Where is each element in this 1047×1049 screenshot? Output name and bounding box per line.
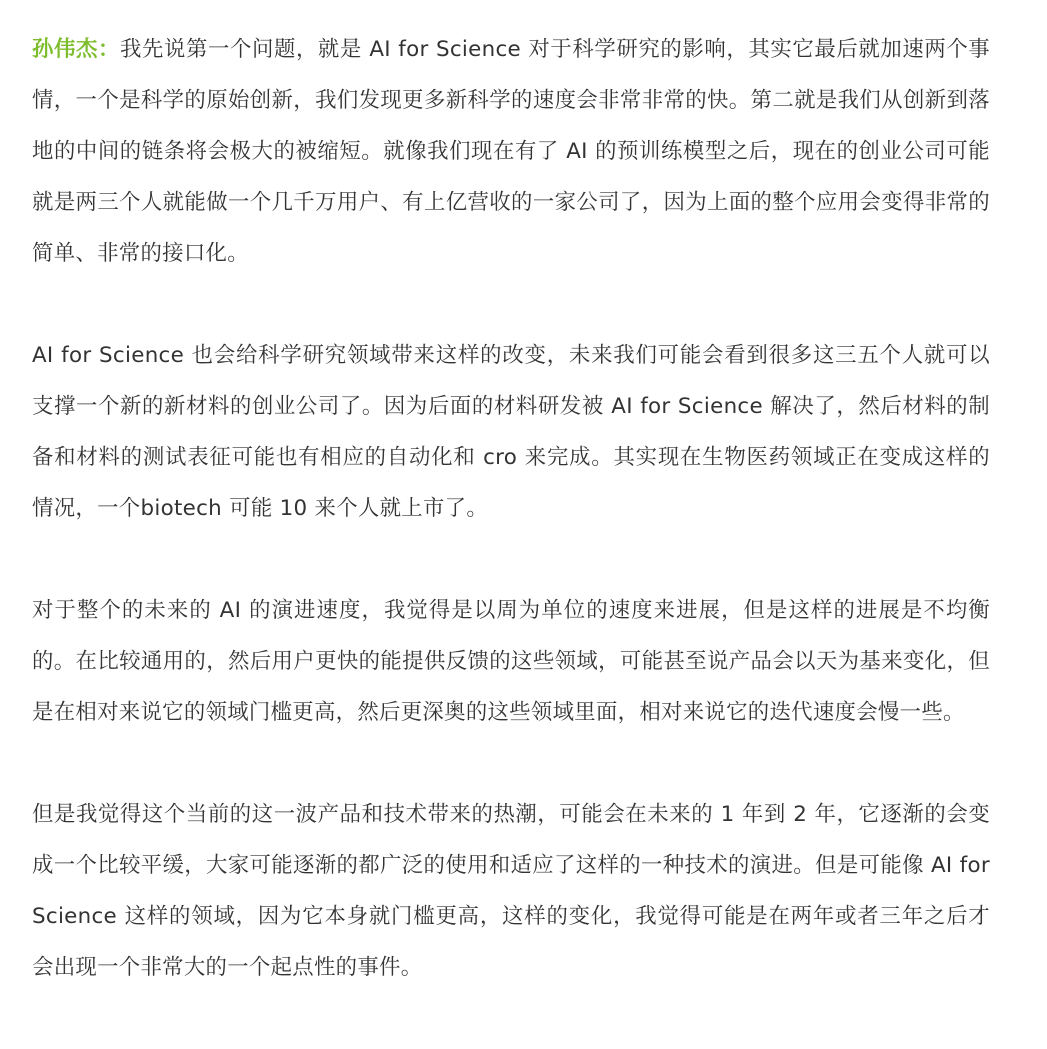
paragraph-1 [32, 24, 990, 279]
article-body [32, 24, 990, 993]
paragraph-3: 对于整个的未来的 AI 的演进速度，我觉得是以周为单位的速度来进展，但是这样的进展是不均衡的。在比较通用的，然后用户更快的能提供反馈的这些领域，可能甚至说产品会以天为基来变化，但是在相对来说它的领域门槛更高，然后更深奥的这些领域里面，相对来说它的迭代速度会慢一些。 [32, 598, 990, 725]
paragraph-2: AI for Science 也会给科学研究领域带来这样的改变，未来我们可能会看到很多这三五个人就可以支撑一个新的新材料的创业公司了。因为后面的材料研发被 AI for Science 解决了，然后材料的制备和材料的测试表征可能也有相应的自动化和 cro 来完成。其实现在生物医药领域正在变成这样的情况，一个biotech 可能 10 来个人就上市了。 [32, 343, 990, 521]
paragraph-1-text: 我先说第一个问题，就是 AI for Science 对于科学研究的影响，其实它最后就加速两个事情，一个是科学的原始创新，我们发现更多新科学的速度会非常非常的快。第二就是我们从创新到落地的中间的链条将会极大的被缩短。就像我们现在有了 AI 的预训练模型之后，现在的创业公司可能就是两三个人就能做一个几千万用户、有上亿营收的一家公司了，因为上面的整个应用会变得非常的简单、非常的接口化。 [32, 37, 990, 266]
paragraph-4: 但是我觉得这个当前的这一波产品和技术带来的热潮，可能会在未来的 1 年到 2 年，它逐渐的会变成一个比较平缓，大家可能逐渐的都广泛的使用和适应了这样的一种技术的演进。但是可能像 AI for Science 这样的领域，因为它本身就门槛更高，这样的变化，我觉得可能是在两年或者三年之后才会出现一个非常大的一个起点性的事件。 [32, 802, 990, 980]
speaker-name: 孙伟杰： [32, 37, 120, 62]
